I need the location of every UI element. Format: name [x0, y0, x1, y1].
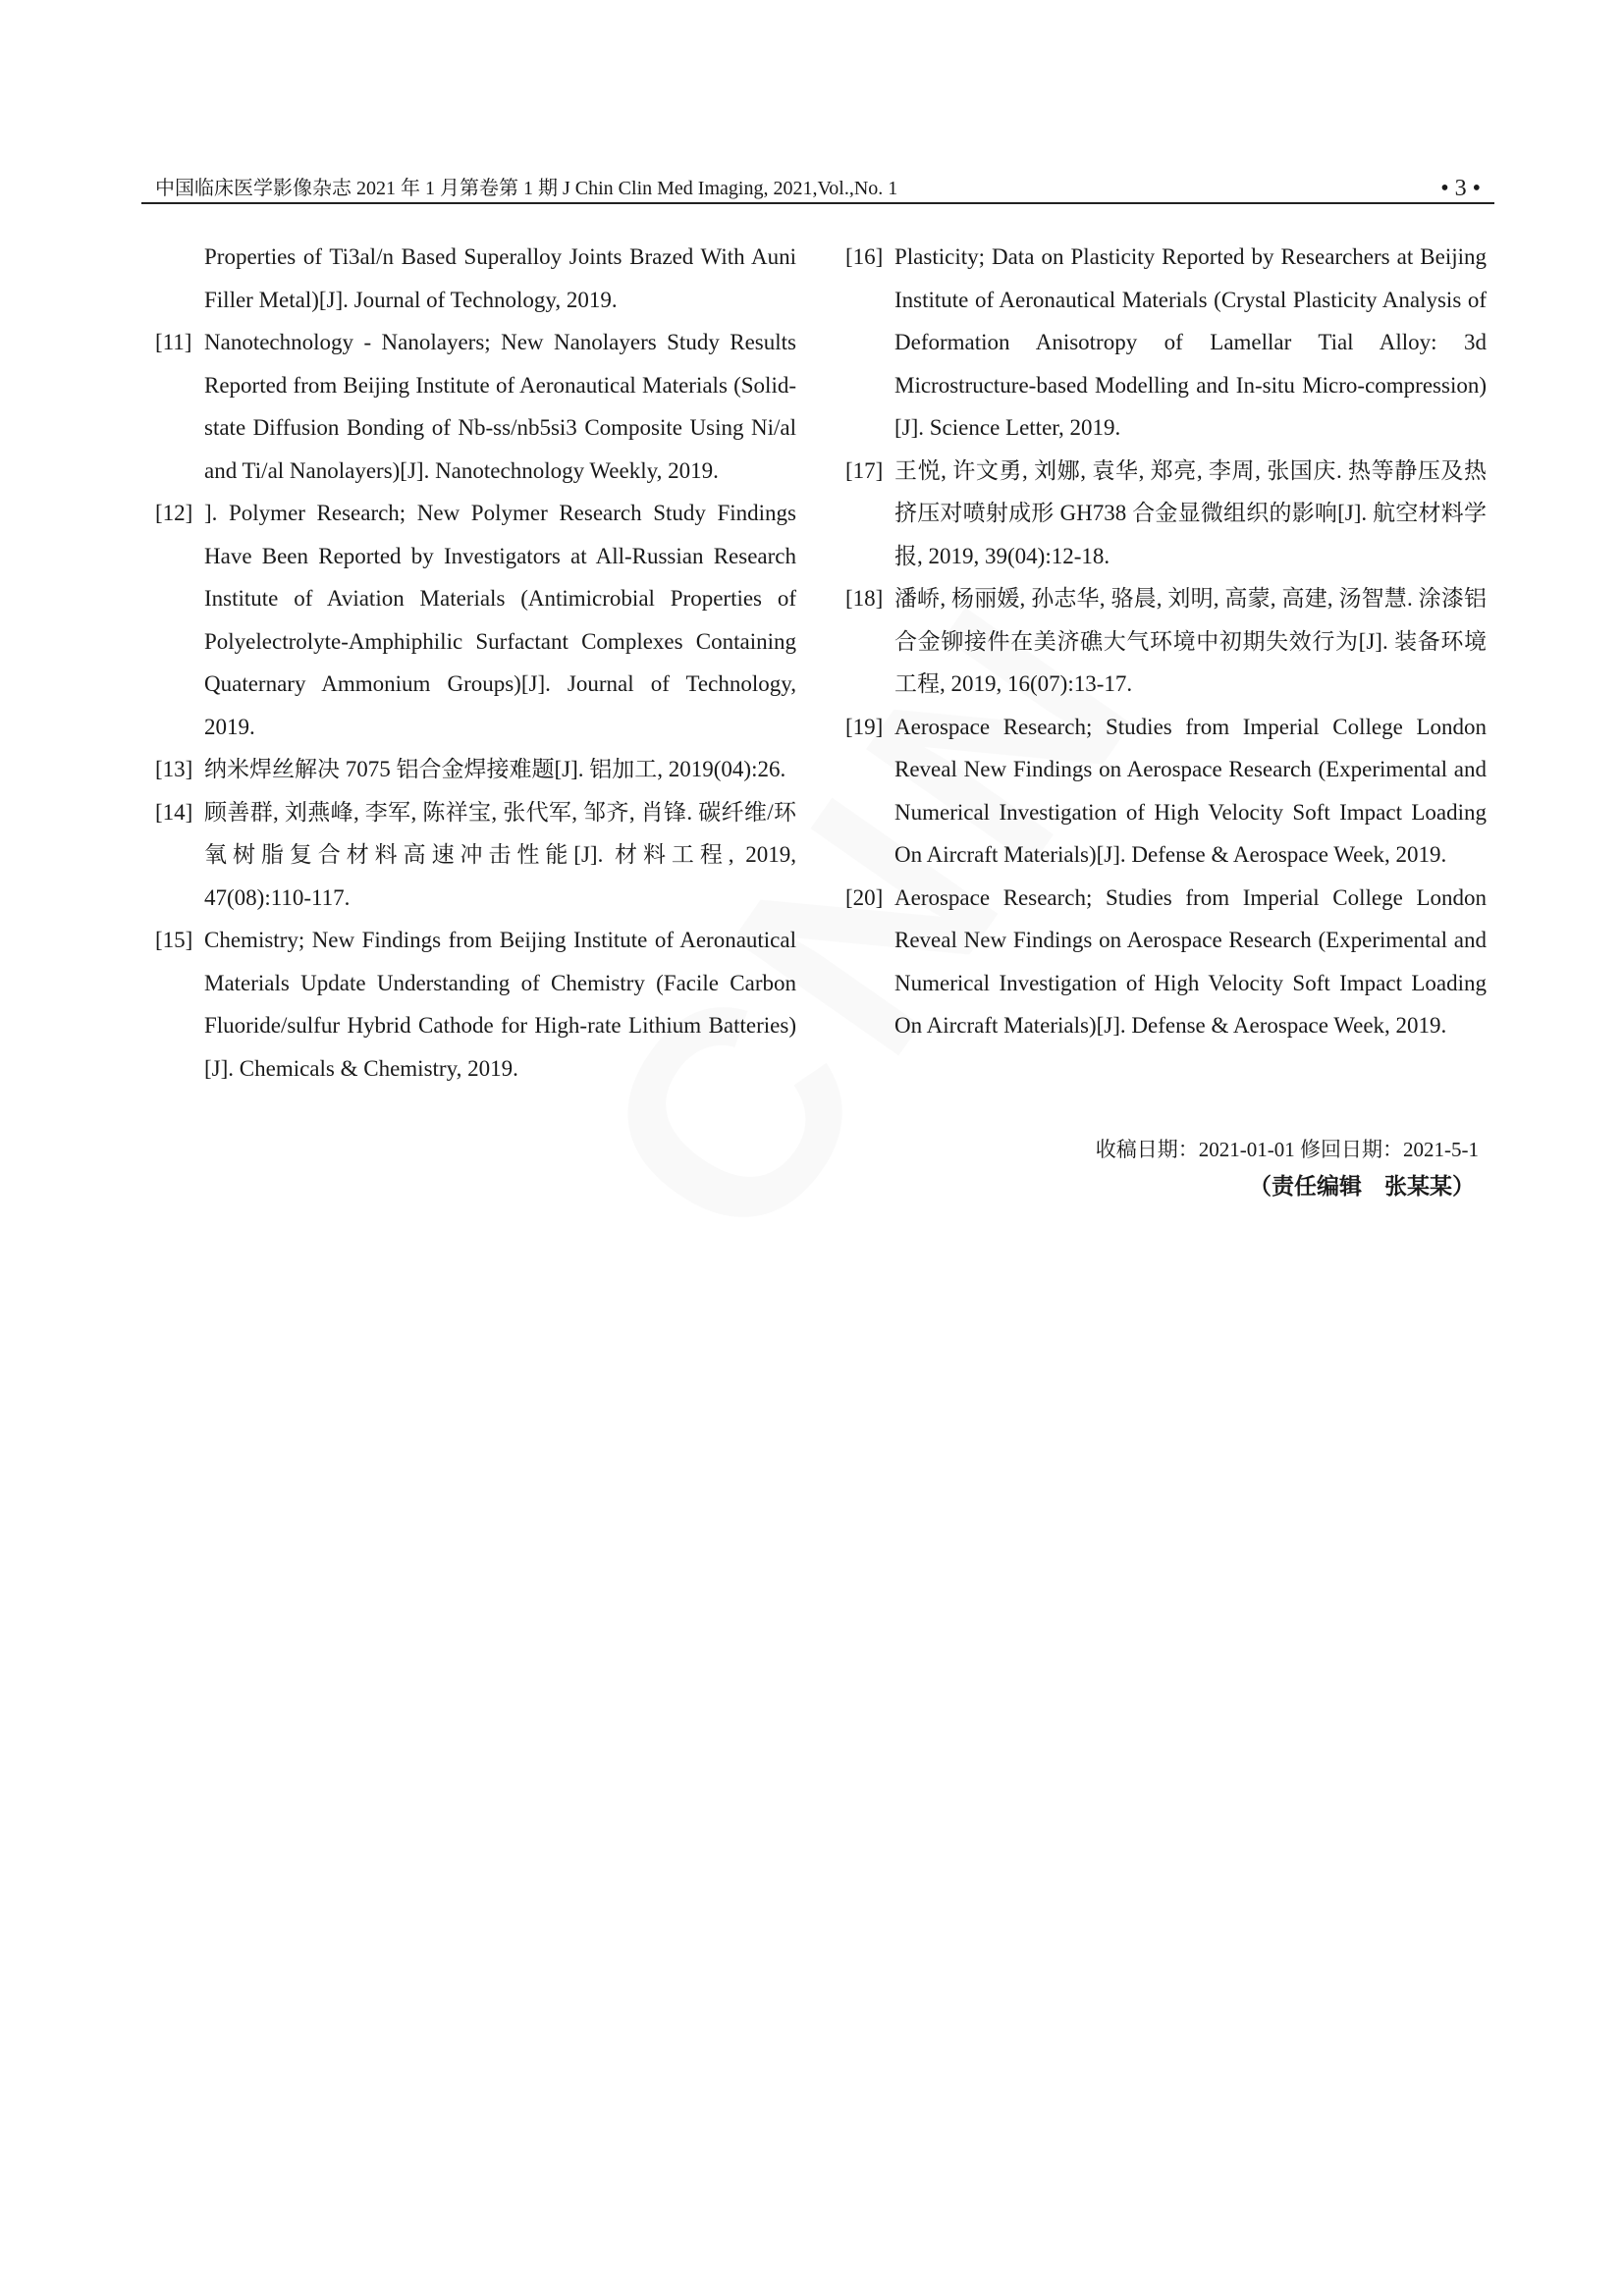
- reference-18: [845, 577, 1487, 706]
- reference-number: [19]: [845, 714, 884, 739]
- responsible-editor: （责任编辑 张某某）: [1249, 1174, 1475, 1200]
- journal-citation: 中国临床医学影像杂志 2021 年 1 月第卷第 1 期 J Chin Clin Med Imaging, 2021,Vol.,No. 1: [155, 178, 898, 199]
- reference-number: [15]: [155, 928, 193, 952]
- reference-number: [14]: [155, 799, 193, 825]
- reference-continuation: [155, 236, 796, 321]
- reference-text: 潘峤, 杨丽媛, 孙志华, 骆晨, 刘明, 高蒙, 高建, 汤智慧. 涂漆铝合金铆接件在美济礁大气环境中初期失效行为[J]. 装备环境工程, 2019, 16(07):13-17.: [894, 586, 1487, 696]
- header-rule: [141, 202, 1494, 204]
- reference-19: [845, 706, 1487, 877]
- reference-text: Aerospace Research; Studies from Imperial College London Reveal New Findings on Aerospace Research (Experimental and Numerical Investigation of High Velocity Soft Impact Loading On Aircraft Materials)[J]. Defense & Aerospace Week, 2019.: [894, 714, 1487, 867]
- reference-17: [845, 450, 1487, 578]
- reference-11: [155, 321, 796, 492]
- reference-text: 纳米焊丝解决 7075 铝合金焊接难题[J]. 铝加工, 2019(04):26.: [204, 757, 786, 781]
- reference-14: [155, 791, 796, 920]
- received-date: 收稿日期：2021-01-01 修回日期：2021-5-1: [1095, 1138, 1479, 1161]
- page-number: • 3 •: [1440, 176, 1481, 201]
- reference-16: [845, 236, 1487, 450]
- reference-13: [155, 748, 796, 791]
- reference-number: [16]: [845, 244, 884, 269]
- reference-number: [20]: [845, 884, 884, 910]
- reference-number: [12]: [155, 501, 193, 525]
- reference-text: 王悦, 许文勇, 刘娜, 袁华, 郑亮, 李周, 张国庆. 热等静压及热挤压对喷射成形 GH738 合金显微组织的影响[J]. 航空材料学报, 2019, 39(04):12-18.: [894, 457, 1487, 568]
- reference-text: ]. Polymer Research; New Polymer Research Study Findings Have Been Reported by Investigators at All-Russian Research Institute of Aviation Materials (Antimicrobial Properties of Polyelectrolyte-Amphiphilic Surfactant Complexes Containing Quaternary Ammonium Groups)[J]. Journal of Technology, 2019.: [204, 501, 796, 739]
- reference-text: Plasticity; Data on Plasticity Reported by Researchers at Beijing Institute of Aeronautical Materials (Crystal Plasticity Analysis of Deformation Anisotropy of Lamellar Tial Alloy: 3d Microstructure-based Modelling and In-situ Micro-compression)[J]. Science Letter, 2019.: [894, 244, 1487, 440]
- right-column: [845, 236, 1487, 1047]
- left-column: [155, 236, 796, 1090]
- reference-20: [845, 877, 1487, 1047]
- reference-number: [13]: [155, 757, 193, 781]
- reference-number: [17]: [845, 457, 884, 483]
- reference-text: Properties of Ti3al/n Based Superalloy Joints Brazed With Auni Filler Metal)[J]. Journal of Technology, 2019.: [204, 244, 796, 312]
- reference-text: Chemistry; New Findings from Beijing Institute of Aeronautical Materials Update Understanding of Chemistry (Facile Carbon Fluoride/sulfur Hybrid Cathode for High-rate Lithium Batteries)[J]. Chemicals & Chemistry, 2019.: [204, 928, 796, 1081]
- reference-number: [18]: [845, 586, 884, 611]
- reference-text: Nanotechnology - Nanolayers; New Nanolayers Study Results Reported from Beijing Institute of Aeronautical Materials (Solid-state Diffusion Bonding of Nb-ss/nb5si3 Composite Using Ni/al and Ti/al Nanolayers)[J]. Nanotechnology Weekly, 2019.: [204, 330, 796, 483]
- reference-text: 顾善群, 刘燕峰, 李军, 陈祥宝, 张代军, 邹齐, 肖锋. 碳纤维/环氧树脂复合材料高速冲击性能[J]. 材料工程, 2019, 47(08):110-117.: [204, 799, 796, 910]
- reference-number: [11]: [155, 330, 192, 354]
- running-header: [141, 173, 1494, 204]
- reference-text: Aerospace Research; Studies from Imperial College London Reveal New Findings on Aerospace Research (Experimental and Numerical Investigation of High Velocity Soft Impact Loading On Aircraft Materials)[J]. Defense & Aerospace Week, 2019.: [894, 884, 1487, 1038]
- reference-15: [155, 919, 796, 1090]
- reference-12: [155, 492, 796, 748]
